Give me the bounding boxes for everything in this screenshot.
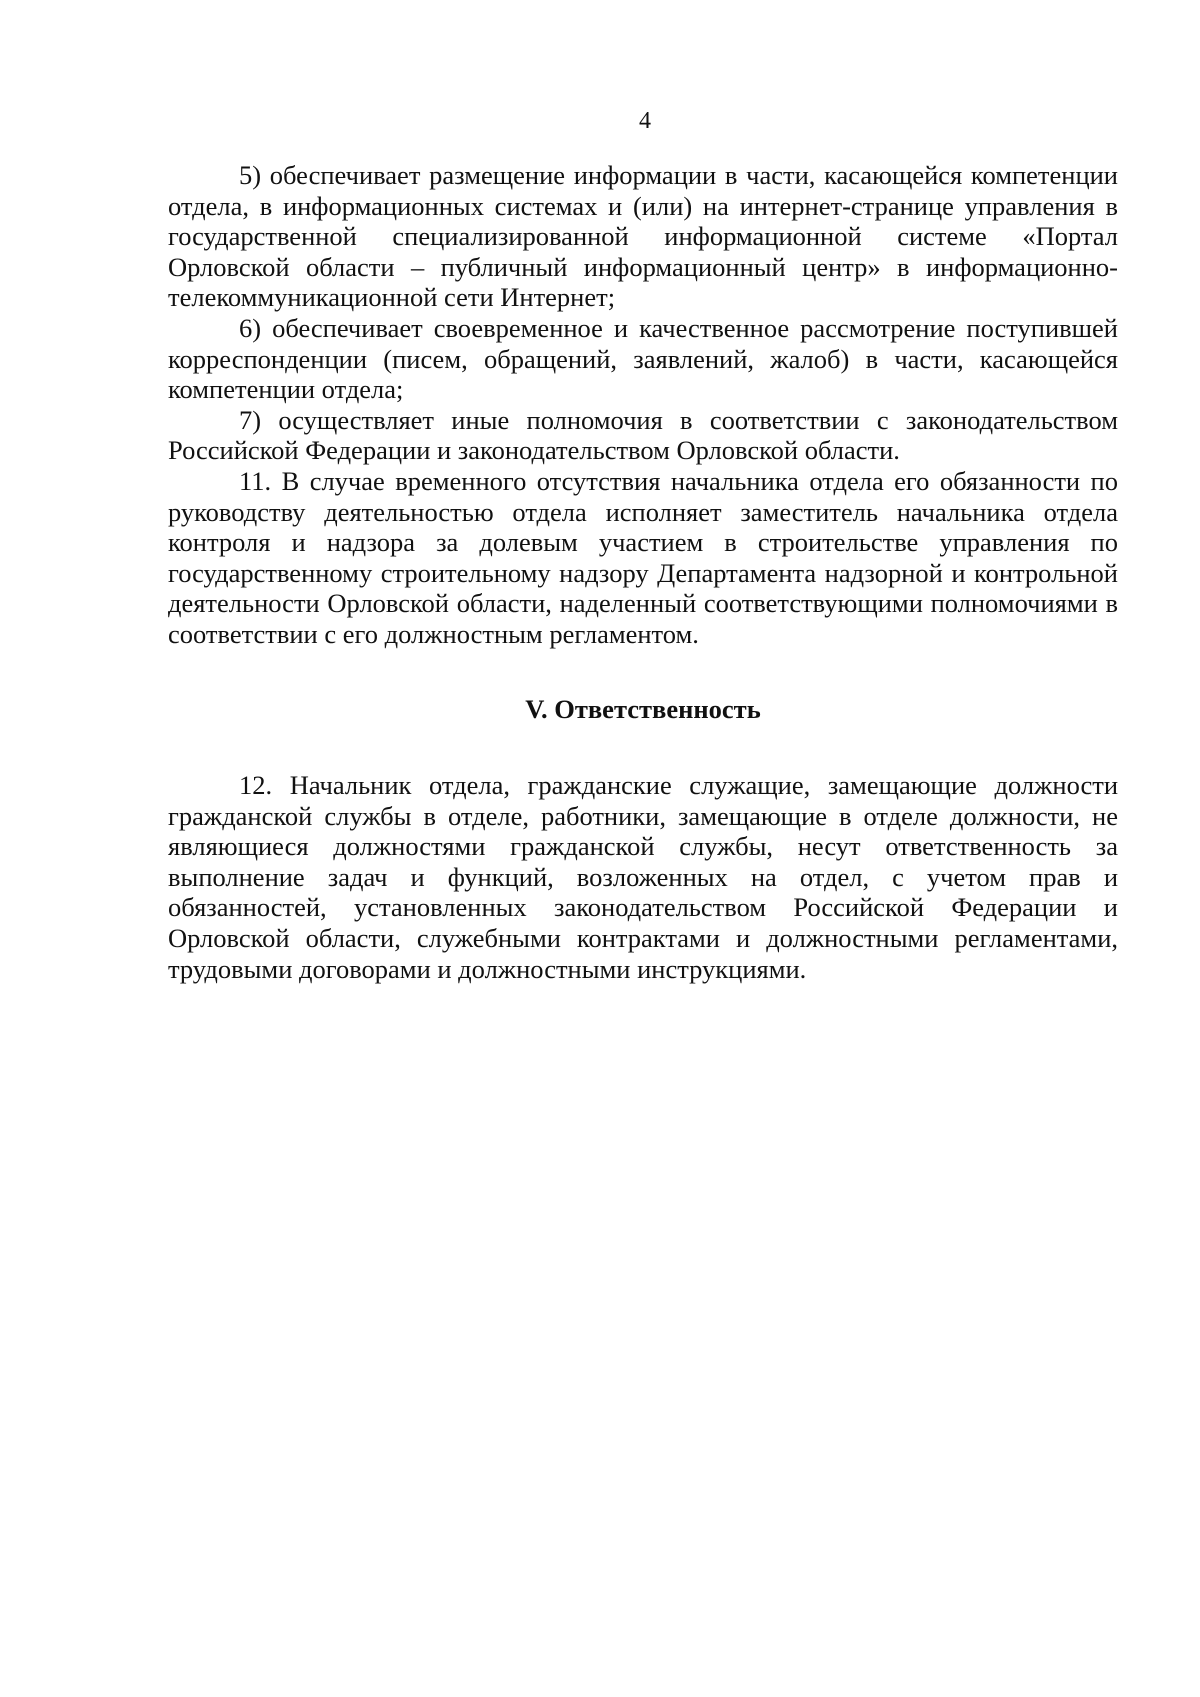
document-body [168,160,1118,984]
paragraph-clause-11: 11. В случае временного отсутствия начальника отдела его обязанности по руководству деятельностью отдела исполняет заместитель начальника отдела контроля и надзора за долевым участием в строительстве управления по государственному строительному надзору Департамента надзорной и контрольной деятельности Орловской области, наделенный соответствующими полномочиями в соответствии с его должностным регламентом. [168,465,1118,649]
paragraph-item-7: 7) осуществляет иные полномочия в соответствии с законодательством Российской Федерации и законодательством Орловской области. [168,404,1118,466]
section-heading-responsibility: V. Ответственность [525,693,761,724]
paragraph-item-6: 6) обеспечивает своевременное и качественное рассмотрение поступившей корреспонденции (писем, обращений, заявлений, жалоб) в части, касающейся компетенции отдела; [168,312,1118,405]
paragraph-clause-12: 12. Начальник отдела, гражданские служащие, замещающие должности гражданской службы в отделе, работники, замещающие в отделе должности, не являющиеся должностями гражданской службы, несут ответственность за выполнение задач и функций, возложенных на отдел, с учетом прав и обязанностей, установленных законодательством Российской Федерации и Орловской области, служебными контрактами и должностными регламентами, трудовыми договорами и должностными инструкциями. [168,770,1118,984]
page-number: 4 [639,108,651,134]
paragraph-item-5: 5) обеспечивает размещение информации в части, касающейся компетенции отдела, в информационных системах и (или) на интернет-странице управления в государственной специализированной информационной системе «Портал Орловской области – публичный информационный центр» в информационно-телекоммуникационной сети Интернет; [168,160,1118,313]
